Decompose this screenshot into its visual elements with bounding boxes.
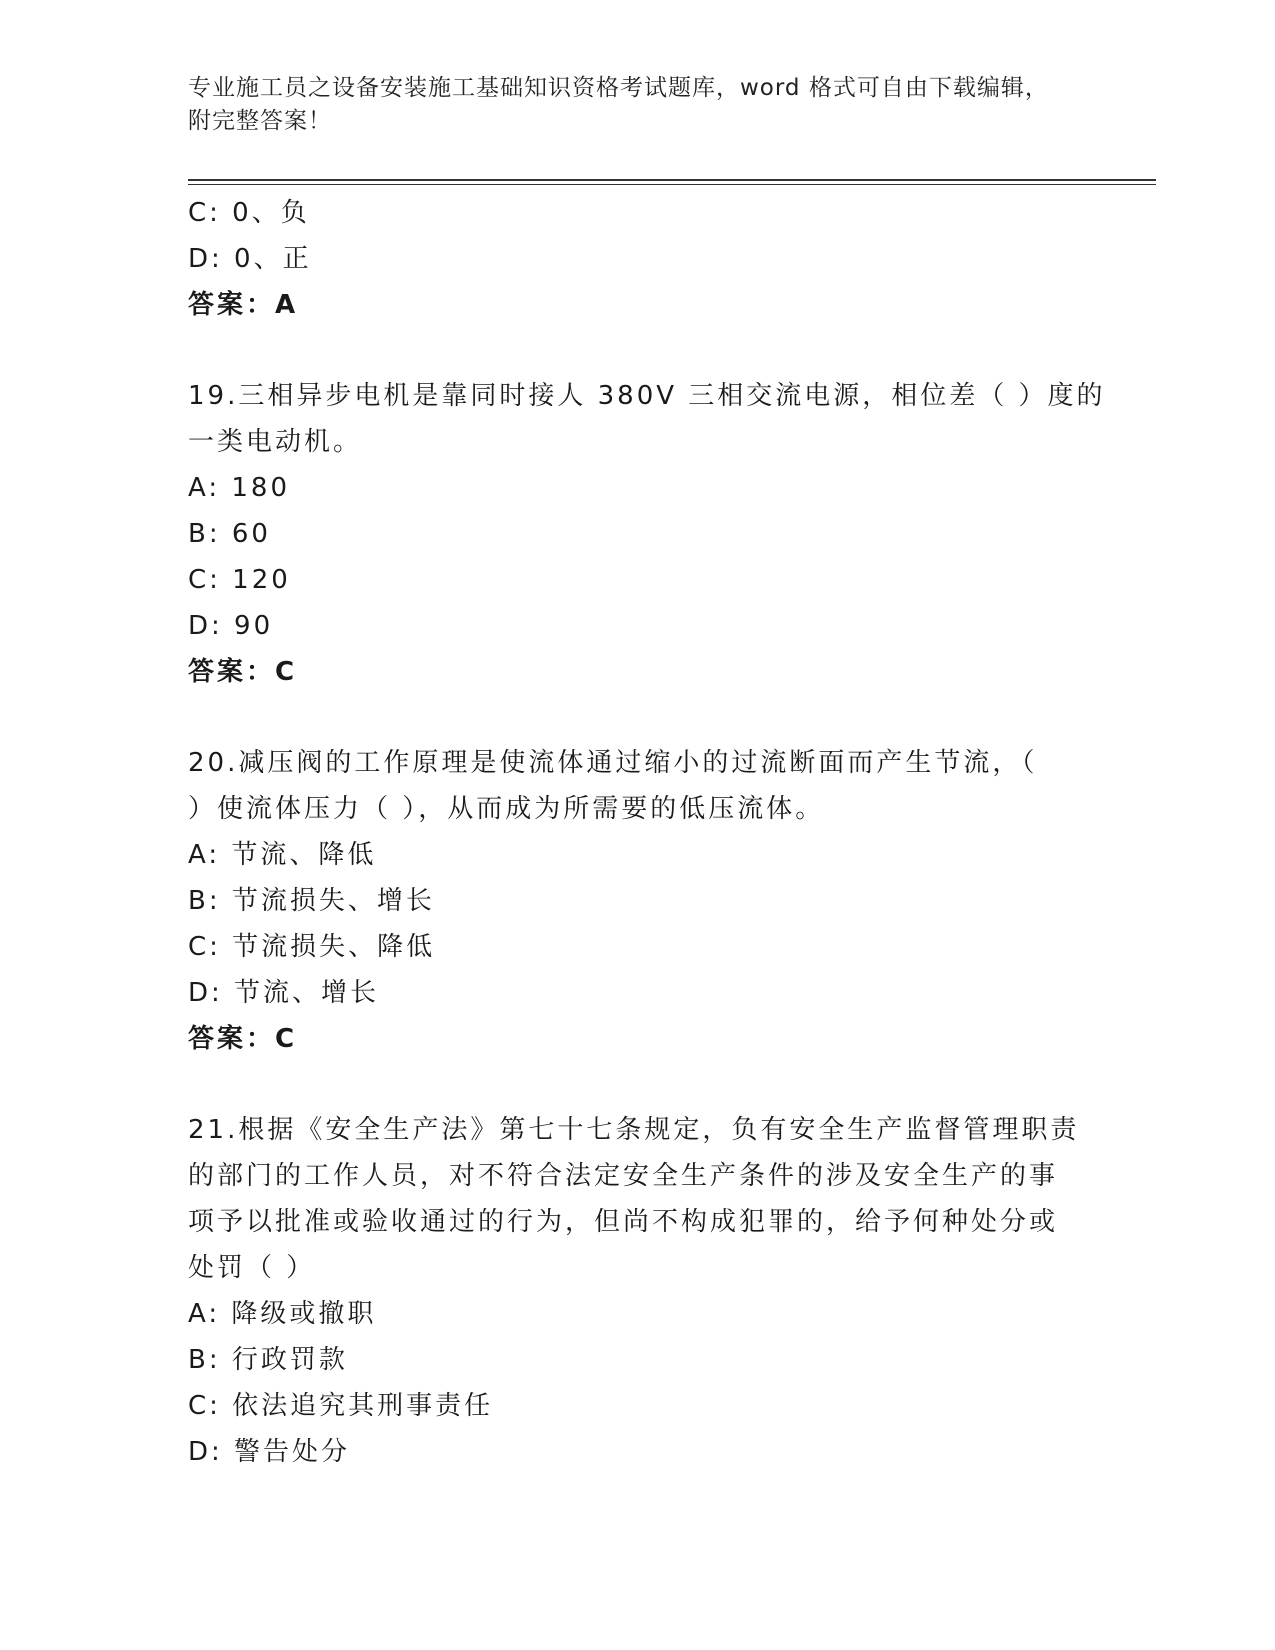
question-text-line: 的部门的工作人员，对不符合法定安全生产条件的涉及安全生产的事 <box>188 1161 1059 1191</box>
question-block-21 <box>188 1107 1088 1475</box>
answer-line: 答案：C <box>188 657 298 687</box>
question-text-line: 项予以批准或验收通过的行为，但尚不构成犯罪的，给予何种处分或 <box>188 1207 1059 1237</box>
option-b: B: 60 <box>188 519 271 549</box>
option-a: A: 降级或撤职 <box>188 1299 377 1329</box>
option-d: D: 警告处分 <box>188 1437 351 1467</box>
spacer <box>188 1062 1088 1107</box>
option-b: B: 节流损失、增长 <box>188 886 435 916</box>
option-d: D: 节流、增长 <box>188 978 380 1008</box>
question-list <box>188 190 1106 1475</box>
header-divider-thick <box>188 179 1156 181</box>
document-header <box>188 72 1088 138</box>
answer-line: 答案：C <box>188 1024 298 1054</box>
option-a: A: 节流、降低 <box>188 840 377 870</box>
header-title-line-1: 专业施工员之设备安装施工基础知识资格考试题库，word 格式可自由下载编辑， <box>188 75 1049 101</box>
question-block-20 <box>188 740 1088 1062</box>
answer-line: 答案：A <box>188 290 299 320</box>
option-d: D: 90 <box>188 611 274 641</box>
option-c: C: 节流损失、降低 <box>188 932 436 962</box>
header-title-line-2: 附完整答案！ <box>188 108 332 134</box>
question-text-line: 20.减压阀的工作原理是使流体通过缩小的过流断面而产生节流，（ <box>188 748 1038 778</box>
option-b: B: 行政罚款 <box>188 1345 348 1375</box>
question-text-line: 处罚（ ） <box>188 1253 316 1283</box>
spacer <box>188 328 1088 373</box>
option-a: A: 180 <box>188 473 290 503</box>
option-d: D: 0、正 <box>188 244 312 274</box>
option-c: C: 0、负 <box>188 198 310 228</box>
option-c: C: 120 <box>188 565 291 595</box>
question-text-line: 19.三相异步电机是靠同时接人 380V 三相交流电源，相位差（ ）度的 <box>188 381 1106 411</box>
question-block-19 <box>188 373 1106 695</box>
question-text-line: 一类电动机。 <box>188 427 363 457</box>
question-block-18 <box>188 190 1088 328</box>
question-text-line: ）使流体压力（ ），从而成为所需要的低压流体。 <box>188 794 825 824</box>
question-text-line: 21.根据《安全生产法》第七十七条规定，负有安全生产监督管理职责 <box>188 1115 1080 1145</box>
option-c: C: 依法追究其刑事责任 <box>188 1391 494 1421</box>
header-divider-thin <box>188 184 1156 185</box>
spacer <box>188 695 1088 740</box>
